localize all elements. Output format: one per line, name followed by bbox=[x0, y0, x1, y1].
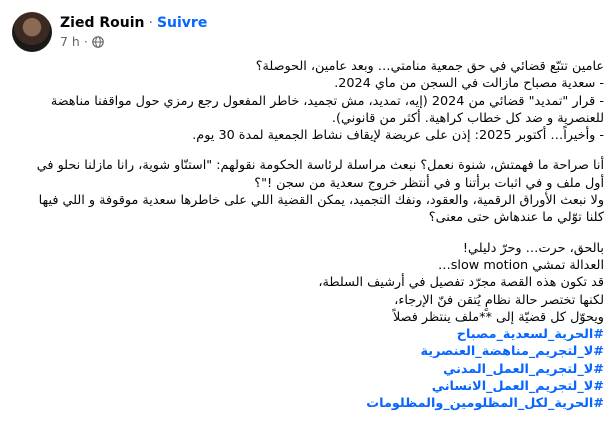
paragraph-2 bbox=[12, 157, 604, 226]
time-row bbox=[60, 33, 207, 51]
post-line: لكنها تختصر حالة نظامٍ يُتقن فنّ الإرجاء، bbox=[394, 292, 604, 308]
post-line: كلنا توّلي ما عندهاش حتى معنى؟ bbox=[428, 210, 604, 226]
post-line: - وأخيراً… أكتوبر 2025: إذن على عريضة لإيقاف نشاط الجمعية لمدة 30 يوم. bbox=[192, 128, 604, 144]
follow-button[interactable]: Suivre bbox=[156, 14, 208, 31]
post-meta bbox=[60, 14, 207, 51]
post-time[interactable]: 7 h bbox=[60, 33, 80, 49]
separator: · bbox=[148, 14, 153, 31]
globe-icon bbox=[92, 36, 104, 48]
post-line: العدالة تمشي slow motion… bbox=[437, 257, 604, 273]
paragraph-1 bbox=[12, 58, 604, 144]
hashtag-link[interactable]: #لا_لتجريم_العمل_المدني bbox=[443, 361, 604, 377]
paragraph-3 bbox=[12, 240, 604, 326]
hashtag-link[interactable]: #لا_لتجريم_مناهضة_العنصرية bbox=[420, 344, 604, 360]
post-line: أول ملف و في اثبات برأتنا و في أنتظر خروج سعدية من سجن !"؟ bbox=[254, 175, 604, 191]
post-line: ولا نبعث الأوراق الرقمية، والعقود، ونفك التجميد، يمكن القضية اللي على خاطرها سعدية موقوفة و اللي فيها bbox=[38, 193, 604, 209]
post-line: - قرار "تمديد" قضائي من 2024 (إيه، تمديد، مش تجميد، خاطر المفعول رجع رمزي حول مواقفنا مناهضة bbox=[50, 93, 604, 109]
author-name[interactable]: Zied Rouin bbox=[60, 14, 145, 31]
post-line: - سعدية مصباح مازالت في السجن من ماي 2024. bbox=[334, 76, 604, 92]
post-line: أنا صراحة ما فهمتش، شنوة نعمل؟ نبعث مراسلة لرئاسة الحكومة نقولهم: "استنّاو شوية، رانا مازلنا نحلو في bbox=[36, 158, 604, 174]
hashtag-link[interactable]: #لا_لتجريم_العمل_الانساني bbox=[431, 379, 604, 395]
post-line: للعنصرية و ضد كل خطاب كراهية. أكثر من قانوني). bbox=[331, 110, 604, 126]
post-body bbox=[12, 58, 604, 413]
hashtag-link[interactable]: #الحرية_لكل_المظلومين_والمظلومات bbox=[366, 396, 604, 412]
post-line: قد تكون هذه القصة مجرّد تفصيل في أرشيف السلطة، bbox=[318, 275, 604, 291]
post-line: عامين تتبّع قضائي في حق جمعية منامتي… وبعد عامين، الحوصلة؟ bbox=[255, 59, 604, 74]
hashtag-list bbox=[12, 326, 604, 412]
avatar[interactable] bbox=[12, 12, 52, 52]
post-line: ويحوّل كل قضيّة إلى **ملف ينتظر فصلاً bbox=[393, 309, 604, 325]
hashtag-link[interactable]: #الحرية_لسعدية_مصباح bbox=[456, 327, 604, 343]
time-dot: · bbox=[83, 33, 88, 49]
post-line: بالحق، حرت… وحرّ دليلي! bbox=[462, 240, 604, 256]
post-header bbox=[12, 10, 207, 54]
author-row bbox=[60, 14, 207, 32]
